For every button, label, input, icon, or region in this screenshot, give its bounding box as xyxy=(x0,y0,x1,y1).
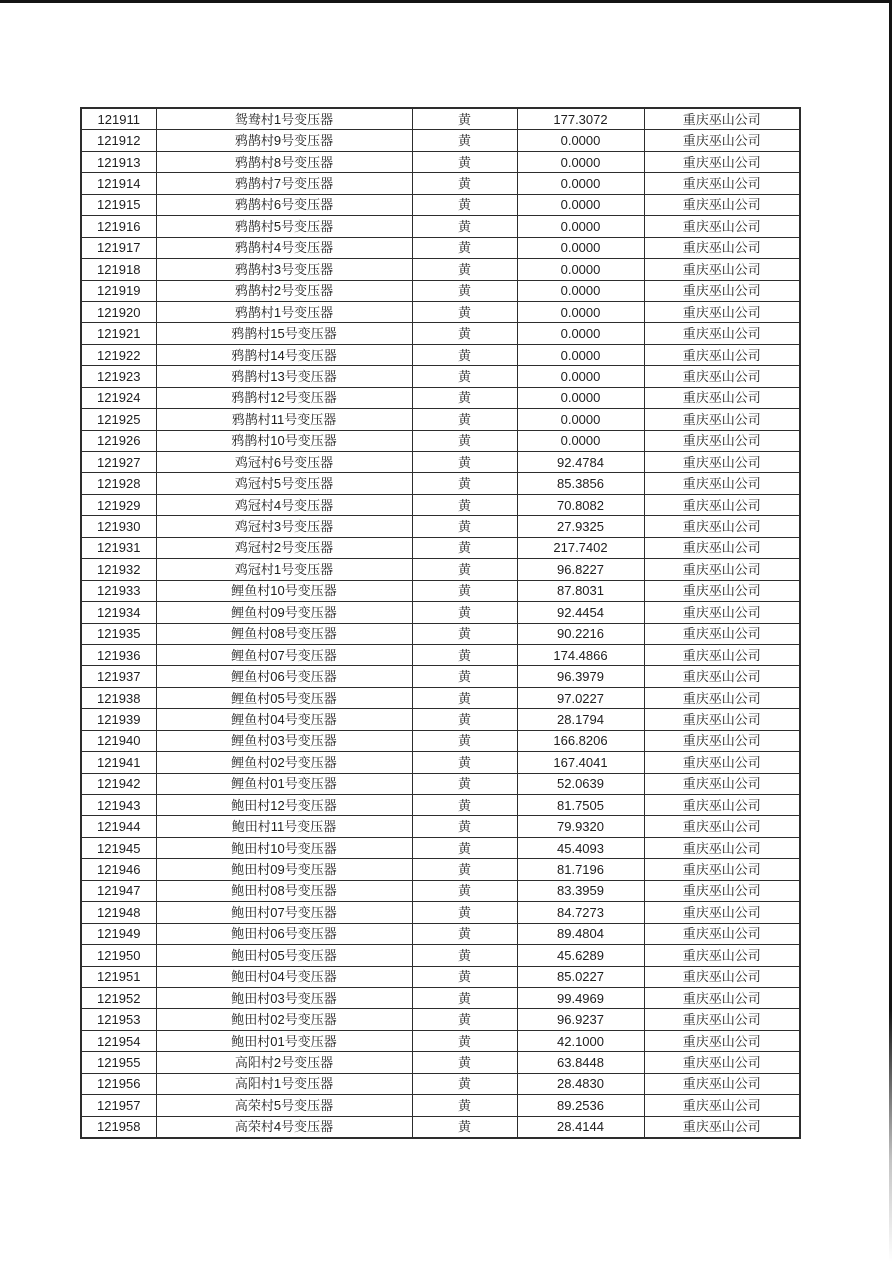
cell-name: 鲍田村10号变压器 xyxy=(156,837,412,858)
cell-color: 黄 xyxy=(412,301,517,322)
cell-name: 高荣村5号变压器 xyxy=(156,1095,412,1116)
cell-name: 鲤鱼村02号变压器 xyxy=(156,752,412,773)
table-row xyxy=(81,837,800,858)
cell-id: 121925 xyxy=(81,409,156,430)
cell-value: 167.4041 xyxy=(517,752,644,773)
cell-name: 鲤鱼村08号变压器 xyxy=(156,623,412,644)
cell-value: 28.4830 xyxy=(517,1073,644,1094)
cell-company: 重庆巫山公司 xyxy=(644,602,800,623)
cell-value: 83.3959 xyxy=(517,880,644,901)
cell-color: 黄 xyxy=(412,151,517,172)
cell-name: 鸡冠村2号变压器 xyxy=(156,537,412,558)
cell-id: 121916 xyxy=(81,216,156,237)
cell-company: 重庆巫山公司 xyxy=(644,173,800,194)
cell-name: 鸦鹊村3号变压器 xyxy=(156,259,412,280)
cell-company: 重庆巫山公司 xyxy=(644,987,800,1008)
cell-id: 121912 xyxy=(81,130,156,151)
cell-value: 90.2216 xyxy=(517,623,644,644)
cell-id: 121950 xyxy=(81,945,156,966)
cell-color: 黄 xyxy=(412,709,517,730)
cell-id: 121952 xyxy=(81,987,156,1008)
cell-id: 121941 xyxy=(81,752,156,773)
table-row xyxy=(81,387,800,408)
cell-company: 重庆巫山公司 xyxy=(644,644,800,665)
table-row xyxy=(81,301,800,322)
cell-color: 黄 xyxy=(412,623,517,644)
table-row xyxy=(81,108,800,130)
cell-value: 0.0000 xyxy=(517,216,644,237)
cell-value: 96.9237 xyxy=(517,1009,644,1030)
cell-name: 鲍田村01号变压器 xyxy=(156,1030,412,1051)
table-row xyxy=(81,452,800,473)
cell-value: 28.4144 xyxy=(517,1116,644,1138)
table-row xyxy=(81,323,800,344)
cell-color: 黄 xyxy=(412,344,517,365)
cell-color: 黄 xyxy=(412,409,517,430)
cell-name: 鸦鹊村13号变压器 xyxy=(156,366,412,387)
cell-id: 121921 xyxy=(81,323,156,344)
cell-value: 96.3979 xyxy=(517,666,644,687)
cell-name: 鸦鹊村6号变压器 xyxy=(156,194,412,215)
cell-color: 黄 xyxy=(412,880,517,901)
table-row xyxy=(81,559,800,580)
cell-name: 鸡冠村1号变压器 xyxy=(156,559,412,580)
cell-color: 黄 xyxy=(412,1116,517,1138)
cell-value: 0.0000 xyxy=(517,387,644,408)
cell-id: 121939 xyxy=(81,709,156,730)
cell-company: 重庆巫山公司 xyxy=(644,1009,800,1030)
cell-name: 鸦鹊村14号变压器 xyxy=(156,344,412,365)
cell-id: 121922 xyxy=(81,344,156,365)
table-row xyxy=(81,537,800,558)
cell-name: 鸡冠村4号变压器 xyxy=(156,494,412,515)
cell-id: 121929 xyxy=(81,494,156,515)
cell-color: 黄 xyxy=(412,644,517,665)
cell-company: 重庆巫山公司 xyxy=(644,430,800,451)
cell-value: 0.0000 xyxy=(517,259,644,280)
cell-name: 高荣村4号变压器 xyxy=(156,1116,412,1138)
cell-name: 鸦鹊村15号变压器 xyxy=(156,323,412,344)
cell-id: 121920 xyxy=(81,301,156,322)
cell-color: 黄 xyxy=(412,173,517,194)
cell-color: 黄 xyxy=(412,837,517,858)
cell-name: 鲤鱼村07号变压器 xyxy=(156,644,412,665)
table-row xyxy=(81,1095,800,1116)
cell-company: 重庆巫山公司 xyxy=(644,280,800,301)
cell-color: 黄 xyxy=(412,902,517,923)
cell-value: 0.0000 xyxy=(517,409,644,430)
cell-color: 黄 xyxy=(412,1073,517,1094)
cell-name: 鸦鹊村1号变压器 xyxy=(156,301,412,322)
cell-id: 121942 xyxy=(81,773,156,794)
cell-color: 黄 xyxy=(412,108,517,130)
frame-top-edge xyxy=(0,0,892,3)
cell-name: 鲤鱼村10号变压器 xyxy=(156,580,412,601)
cell-company: 重庆巫山公司 xyxy=(644,1052,800,1073)
cell-name: 鲍田村03号变压器 xyxy=(156,987,412,1008)
cell-company: 重庆巫山公司 xyxy=(644,387,800,408)
cell-id: 121947 xyxy=(81,880,156,901)
table-row xyxy=(81,623,800,644)
cell-value: 27.9325 xyxy=(517,516,644,537)
cell-company: 重庆巫山公司 xyxy=(644,1095,800,1116)
table-body xyxy=(81,108,800,1138)
cell-company: 重庆巫山公司 xyxy=(644,1030,800,1051)
cell-id: 121923 xyxy=(81,366,156,387)
cell-id: 121928 xyxy=(81,473,156,494)
cell-company: 重庆巫山公司 xyxy=(644,151,800,172)
table-row xyxy=(81,752,800,773)
cell-id: 121934 xyxy=(81,602,156,623)
cell-company: 重庆巫山公司 xyxy=(644,773,800,794)
cell-color: 黄 xyxy=(412,216,517,237)
cell-value: 92.4784 xyxy=(517,452,644,473)
cell-value: 97.0227 xyxy=(517,687,644,708)
cell-color: 黄 xyxy=(412,859,517,880)
cell-company: 重庆巫山公司 xyxy=(644,108,800,130)
cell-value: 28.1794 xyxy=(517,709,644,730)
cell-name: 鲤鱼村04号变压器 xyxy=(156,709,412,730)
cell-id: 121949 xyxy=(81,923,156,944)
cell-company: 重庆巫山公司 xyxy=(644,344,800,365)
cell-name: 鸦鹊村12号变压器 xyxy=(156,387,412,408)
cell-color: 黄 xyxy=(412,923,517,944)
cell-name: 鲍田村07号变压器 xyxy=(156,902,412,923)
cell-company: 重庆巫山公司 xyxy=(644,837,800,858)
cell-id: 121958 xyxy=(81,1116,156,1138)
table-row xyxy=(81,880,800,901)
cell-name: 鸡冠村6号变压器 xyxy=(156,452,412,473)
table-row xyxy=(81,409,800,430)
cell-company: 重庆巫山公司 xyxy=(644,216,800,237)
cell-company: 重庆巫山公司 xyxy=(644,1116,800,1138)
cell-name: 鲍田村11号变压器 xyxy=(156,816,412,837)
cell-color: 黄 xyxy=(412,559,517,580)
cell-color: 黄 xyxy=(412,966,517,987)
cell-color: 黄 xyxy=(412,387,517,408)
table-row xyxy=(81,795,800,816)
cell-company: 重庆巫山公司 xyxy=(644,452,800,473)
cell-value: 89.2536 xyxy=(517,1095,644,1116)
cell-id: 121933 xyxy=(81,580,156,601)
table-row xyxy=(81,1073,800,1094)
cell-name: 高阳村1号变压器 xyxy=(156,1073,412,1094)
cell-name: 鲤鱼村06号变压器 xyxy=(156,666,412,687)
cell-value: 85.0227 xyxy=(517,966,644,987)
cell-color: 黄 xyxy=(412,130,517,151)
cell-company: 重庆巫山公司 xyxy=(644,623,800,644)
cell-value: 70.8082 xyxy=(517,494,644,515)
cell-color: 黄 xyxy=(412,237,517,258)
cell-value: 63.8448 xyxy=(517,1052,644,1073)
cell-value: 0.0000 xyxy=(517,344,644,365)
cell-value: 174.4866 xyxy=(517,644,644,665)
cell-id: 121954 xyxy=(81,1030,156,1051)
cell-value: 79.9320 xyxy=(517,816,644,837)
table-row xyxy=(81,666,800,687)
cell-company: 重庆巫山公司 xyxy=(644,709,800,730)
cell-name: 鲍田村05号变压器 xyxy=(156,945,412,966)
cell-name: 鸡冠村5号变压器 xyxy=(156,473,412,494)
cell-name: 鲍田村02号变压器 xyxy=(156,1009,412,1030)
cell-value: 0.0000 xyxy=(517,173,644,194)
cell-name: 鸦鹊村5号变压器 xyxy=(156,216,412,237)
cell-id: 121944 xyxy=(81,816,156,837)
cell-color: 黄 xyxy=(412,259,517,280)
cell-company: 重庆巫山公司 xyxy=(644,516,800,537)
table-row xyxy=(81,151,800,172)
cell-value: 89.4804 xyxy=(517,923,644,944)
cell-name: 鸳鸯村1号变压器 xyxy=(156,108,412,130)
cell-company: 重庆巫山公司 xyxy=(644,559,800,580)
cell-value: 0.0000 xyxy=(517,366,644,387)
transformer-table xyxy=(80,107,801,1139)
cell-name: 鸦鹊村7号变压器 xyxy=(156,173,412,194)
cell-color: 黄 xyxy=(412,687,517,708)
cell-company: 重庆巫山公司 xyxy=(644,1073,800,1094)
table-row xyxy=(81,923,800,944)
table-row xyxy=(81,430,800,451)
cell-id: 121957 xyxy=(81,1095,156,1116)
cell-name: 鸦鹊村4号变压器 xyxy=(156,237,412,258)
cell-name: 鸦鹊村11号变压器 xyxy=(156,409,412,430)
cell-name: 鸡冠村3号变压器 xyxy=(156,516,412,537)
cell-value: 81.7196 xyxy=(517,859,644,880)
table-row xyxy=(81,945,800,966)
cell-company: 重庆巫山公司 xyxy=(644,902,800,923)
cell-name: 鲍田村09号变压器 xyxy=(156,859,412,880)
cell-company: 重庆巫山公司 xyxy=(644,795,800,816)
cell-value: 0.0000 xyxy=(517,301,644,322)
cell-company: 重庆巫山公司 xyxy=(644,730,800,751)
cell-color: 黄 xyxy=(412,473,517,494)
cell-id: 121927 xyxy=(81,452,156,473)
cell-color: 黄 xyxy=(412,945,517,966)
cell-company: 重庆巫山公司 xyxy=(644,323,800,344)
cell-value: 0.0000 xyxy=(517,194,644,215)
cell-color: 黄 xyxy=(412,773,517,794)
cell-name: 鸦鹊村10号变压器 xyxy=(156,430,412,451)
cell-name: 鲍田村08号变压器 xyxy=(156,880,412,901)
table-row xyxy=(81,366,800,387)
cell-name: 鲤鱼村09号变压器 xyxy=(156,602,412,623)
cell-value: 84.7273 xyxy=(517,902,644,923)
cell-company: 重庆巫山公司 xyxy=(644,816,800,837)
cell-value: 45.4093 xyxy=(517,837,644,858)
cell-color: 黄 xyxy=(412,752,517,773)
cell-id: 121946 xyxy=(81,859,156,880)
cell-id: 121956 xyxy=(81,1073,156,1094)
cell-id: 121926 xyxy=(81,430,156,451)
cell-id: 121932 xyxy=(81,559,156,580)
cell-value: 0.0000 xyxy=(517,323,644,344)
cell-company: 重庆巫山公司 xyxy=(644,859,800,880)
table-row xyxy=(81,173,800,194)
cell-id: 121911 xyxy=(81,108,156,130)
cell-company: 重庆巫山公司 xyxy=(644,130,800,151)
table-row xyxy=(81,709,800,730)
table-row xyxy=(81,816,800,837)
cell-id: 121951 xyxy=(81,966,156,987)
cell-color: 黄 xyxy=(412,537,517,558)
cell-value: 0.0000 xyxy=(517,237,644,258)
cell-name: 鸦鹊村8号变压器 xyxy=(156,151,412,172)
cell-value: 99.4969 xyxy=(517,987,644,1008)
cell-id: 121955 xyxy=(81,1052,156,1073)
cell-id: 121931 xyxy=(81,537,156,558)
cell-id: 121913 xyxy=(81,151,156,172)
table-row xyxy=(81,1116,800,1138)
table-row xyxy=(81,966,800,987)
cell-company: 重庆巫山公司 xyxy=(644,687,800,708)
table-row xyxy=(81,259,800,280)
cell-color: 黄 xyxy=(412,580,517,601)
cell-color: 黄 xyxy=(412,494,517,515)
cell-name: 鲍田村04号变压器 xyxy=(156,966,412,987)
cell-color: 黄 xyxy=(412,452,517,473)
table-row xyxy=(81,1052,800,1073)
table-row xyxy=(81,644,800,665)
cell-value: 52.0639 xyxy=(517,773,644,794)
cell-value: 87.8031 xyxy=(517,580,644,601)
cell-value: 177.3072 xyxy=(517,108,644,130)
cell-color: 黄 xyxy=(412,1095,517,1116)
cell-name: 鲤鱼村01号变压器 xyxy=(156,773,412,794)
table-row xyxy=(81,859,800,880)
cell-company: 重庆巫山公司 xyxy=(644,366,800,387)
table-row xyxy=(81,494,800,515)
cell-name: 高阳村2号变压器 xyxy=(156,1052,412,1073)
cell-company: 重庆巫山公司 xyxy=(644,409,800,430)
table-row xyxy=(81,280,800,301)
cell-value: 0.0000 xyxy=(517,130,644,151)
cell-name: 鲍田村12号变压器 xyxy=(156,795,412,816)
cell-value: 92.4454 xyxy=(517,602,644,623)
cell-company: 重庆巫山公司 xyxy=(644,923,800,944)
cell-company: 重庆巫山公司 xyxy=(644,301,800,322)
table-row xyxy=(81,130,800,151)
table-row xyxy=(81,730,800,751)
cell-value: 42.1000 xyxy=(517,1030,644,1051)
cell-color: 黄 xyxy=(412,795,517,816)
cell-value: 217.7402 xyxy=(517,537,644,558)
cell-value: 0.0000 xyxy=(517,280,644,301)
cell-color: 黄 xyxy=(412,366,517,387)
cell-id: 121953 xyxy=(81,1009,156,1030)
cell-company: 重庆巫山公司 xyxy=(644,966,800,987)
cell-name: 鸦鹊村2号变压器 xyxy=(156,280,412,301)
cell-company: 重庆巫山公司 xyxy=(644,473,800,494)
cell-company: 重庆巫山公司 xyxy=(644,237,800,258)
cell-color: 黄 xyxy=(412,194,517,215)
cell-color: 黄 xyxy=(412,1030,517,1051)
table-row xyxy=(81,194,800,215)
cell-value: 96.8227 xyxy=(517,559,644,580)
cell-id: 121937 xyxy=(81,666,156,687)
table-row xyxy=(81,580,800,601)
table-row xyxy=(81,216,800,237)
cell-company: 重庆巫山公司 xyxy=(644,752,800,773)
cell-value: 45.6289 xyxy=(517,945,644,966)
table-row xyxy=(81,237,800,258)
cell-id: 121938 xyxy=(81,687,156,708)
cell-color: 黄 xyxy=(412,1009,517,1030)
table-row xyxy=(81,516,800,537)
cell-name: 鸦鹊村9号变压器 xyxy=(156,130,412,151)
table-row xyxy=(81,473,800,494)
table-row xyxy=(81,773,800,794)
cell-color: 黄 xyxy=(412,602,517,623)
cell-company: 重庆巫山公司 xyxy=(644,580,800,601)
cell-id: 121943 xyxy=(81,795,156,816)
table-row xyxy=(81,344,800,365)
cell-color: 黄 xyxy=(412,280,517,301)
cell-value: 85.3856 xyxy=(517,473,644,494)
cell-value: 81.7505 xyxy=(517,795,644,816)
table-row xyxy=(81,1009,800,1030)
cell-color: 黄 xyxy=(412,987,517,1008)
cell-color: 黄 xyxy=(412,730,517,751)
cell-id: 121924 xyxy=(81,387,156,408)
cell-color: 黄 xyxy=(412,816,517,837)
cell-name: 鲍田村06号变压器 xyxy=(156,923,412,944)
cell-id: 121936 xyxy=(81,644,156,665)
cell-value: 0.0000 xyxy=(517,151,644,172)
table-row xyxy=(81,1030,800,1051)
cell-company: 重庆巫山公司 xyxy=(644,537,800,558)
cell-value: 0.0000 xyxy=(517,430,644,451)
cell-company: 重庆巫山公司 xyxy=(644,666,800,687)
cell-color: 黄 xyxy=(412,1052,517,1073)
table-row xyxy=(81,987,800,1008)
cell-company: 重庆巫山公司 xyxy=(644,880,800,901)
cell-company: 重庆巫山公司 xyxy=(644,194,800,215)
cell-id: 121919 xyxy=(81,280,156,301)
cell-value: 166.8206 xyxy=(517,730,644,751)
cell-id: 121915 xyxy=(81,194,156,215)
cell-company: 重庆巫山公司 xyxy=(644,494,800,515)
cell-company: 重庆巫山公司 xyxy=(644,259,800,280)
cell-id: 121918 xyxy=(81,259,156,280)
cell-color: 黄 xyxy=(412,666,517,687)
table-row xyxy=(81,602,800,623)
cell-color: 黄 xyxy=(412,516,517,537)
cell-id: 121948 xyxy=(81,902,156,923)
cell-color: 黄 xyxy=(412,430,517,451)
cell-id: 121935 xyxy=(81,623,156,644)
cell-name: 鲤鱼村03号变压器 xyxy=(156,730,412,751)
cell-color: 黄 xyxy=(412,323,517,344)
cell-id: 121917 xyxy=(81,237,156,258)
cell-id: 121940 xyxy=(81,730,156,751)
cell-company: 重庆巫山公司 xyxy=(644,945,800,966)
table-row xyxy=(81,687,800,708)
cell-id: 121914 xyxy=(81,173,156,194)
cell-id: 121930 xyxy=(81,516,156,537)
cell-id: 121945 xyxy=(81,837,156,858)
cell-name: 鲤鱼村05号变压器 xyxy=(156,687,412,708)
table-row xyxy=(81,902,800,923)
